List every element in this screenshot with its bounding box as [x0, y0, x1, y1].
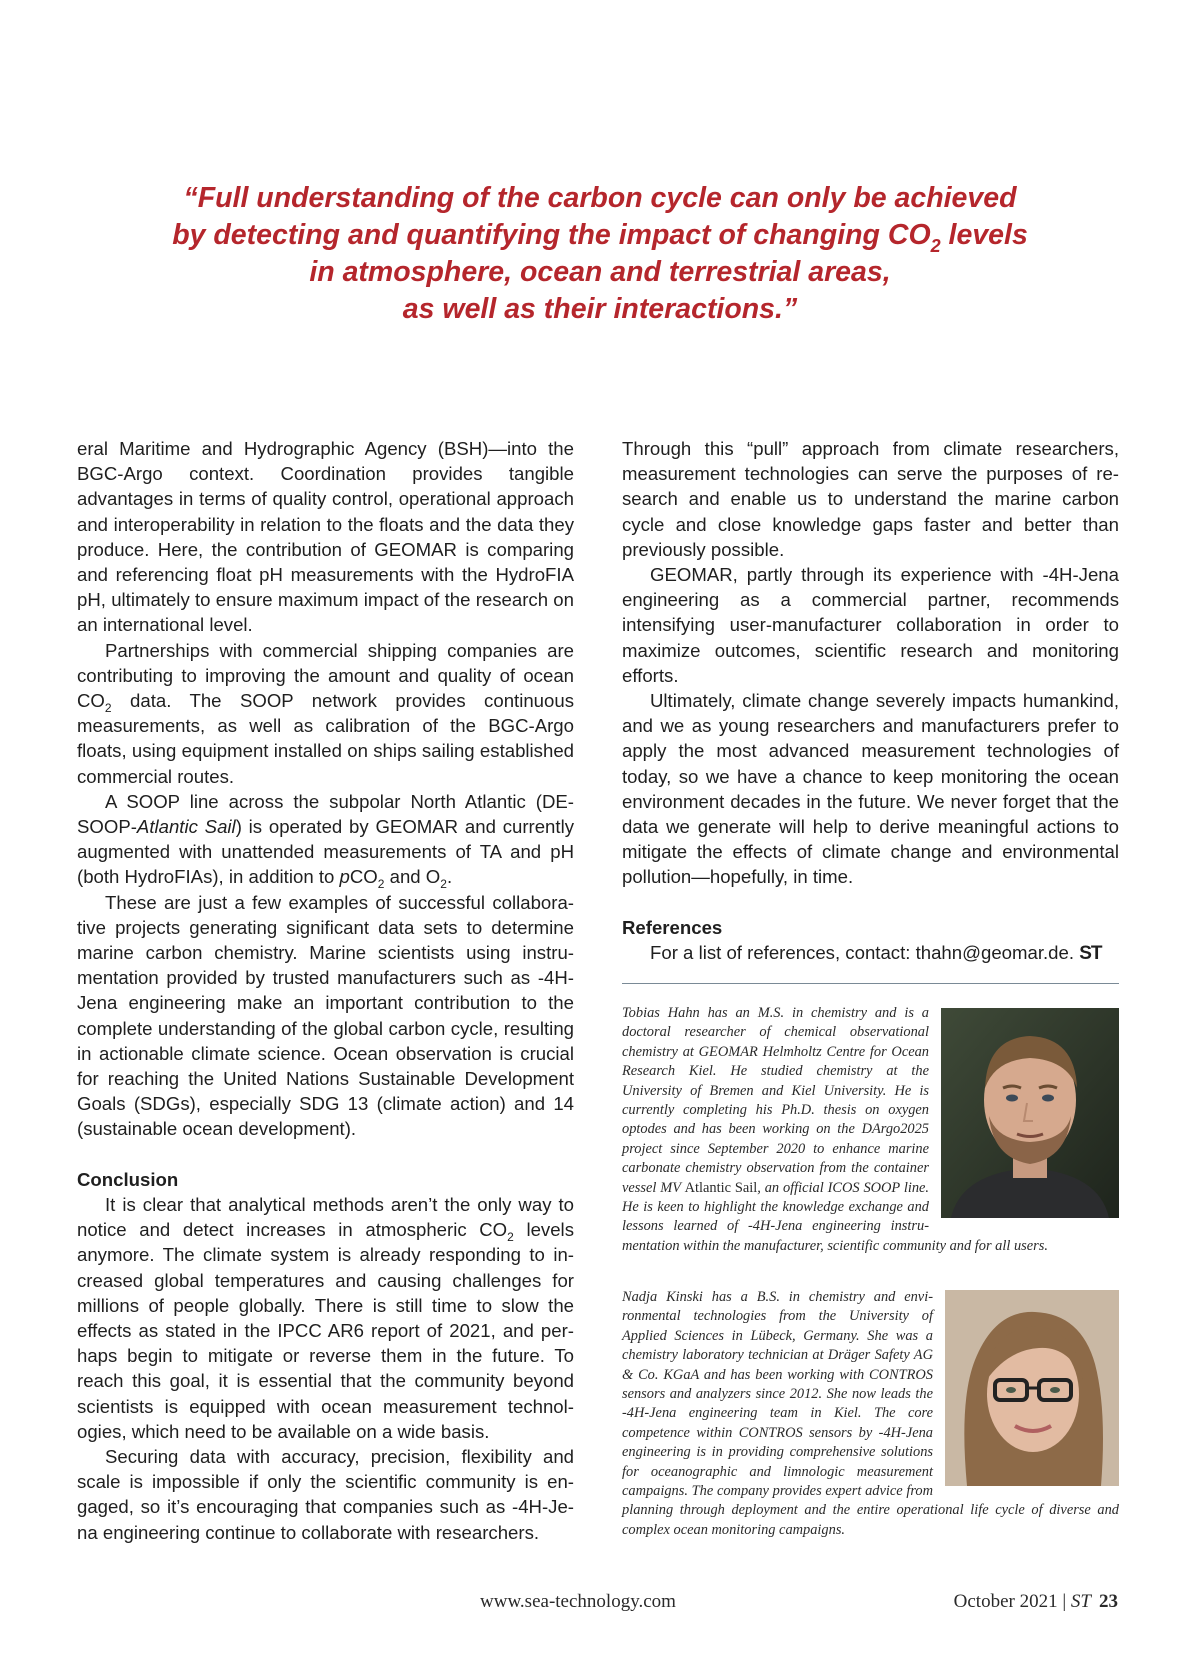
references-heading: References	[622, 916, 723, 938]
paragraph: Securing data with accuracy, precision, flexibility and scale is impossible if only the scientific community is engaged, so it’s encouraging that companies such as -4H-Jena engineering continue to collaborate with researchers.	[77, 1445, 574, 1543]
references-text: For a list of references, contact: thahn@geomar.de. ST	[650, 941, 1102, 964]
portrait-photo-kinski	[945, 1290, 1119, 1486]
page-number: 23	[1099, 1591, 1118, 1612]
paragraph: Ultimately, climate change severely impacts humankind, and we as young researchers and manufacturers prefer to apply the most advanced measurement technologies of today, so we have a chance to keep monitoring the ocean environment decades in the future. We never forget that the data we generate will help to derive meaningful actions to mitigate the effects of climate change and environmental pollution—hopefully, in time.	[622, 690, 1119, 888]
footer-magazine: ST	[1070, 1591, 1091, 1612]
footer-date: October 2021	[953, 1591, 1058, 1612]
bio-text-hahn: Tobias Hahn has an M.S. in chemistry and is a doctoral researcher of chemical observational chemistry at GEOMAR Helmholtz Centre for Ocean Research Kiel. He studied chemistry at the University of Bremen and Kiel University. He is currently completing his Ph.D. thesis on oxygen optodes and has been working on the DArgo2025 project since September 2020 to enhance marine carbonate chemistry observation from the container vessel MV Atlantic Sail, an official ICOS SOOP line. He is keen to highlight the knowledge exchange and lessons learned of -4H-Jena engineering instrumentation within the manufacturer, scientific community and for all users.	[622, 1005, 1048, 1254]
footer-website: www.sea-technology.com	[480, 1591, 676, 1612]
bio-tobias-hahn	[622, 1004, 1119, 1256]
left-column	[77, 436, 574, 1545]
st-end-mark: ST	[1079, 942, 1102, 964]
bio-nadja-kinski	[622, 1288, 1119, 1540]
bio-text-kinski: Nadja Kinski has a B.S. in chemistry and environmental technologies from the University of Applied Sciences in Lübeck, Germany. She was a chemistry laboratory technician at Dräger Safety AG & Co. KGaA and has been working with CONTROS sensors and analyzers since 2012. She now leads the -4H-Jena engineering team in Kiel. The core competence within CONTROS sensors by -4H-Jena engineering is in providing comprehensive solutions for oceanographic and limnologic measurement campaigns. The company provides expert advice from planning through deployment and the entire operational life cycle of diverse and complex ocean monitoring campaigns.	[622, 1289, 1119, 1538]
paragraph: It is clear that analytical methods aren’t the only way to notice and detect increases in atmospheric $CO_2$ levels anymore. The climate system is already responding to increased global temperatures and causing challenges for millions of people globally. There is still time to slow the effects as stated in the IPCC AR6 report of 2021, and perhaps begin to mitigate or reverse them in the future. To reach this goal, it is essential that the community beyond scientists is equipped with ocean measurement technologies, which need to be available on a wide basis.	[77, 1193, 574, 1442]
pull-quote-line-4: as well as their interactions.”	[402, 293, 798, 325]
portrait-photo-hahn	[941, 1008, 1119, 1218]
paragraph: These are just a few examples of successful collaborative projects generating significant data sets to determine marine carbon chemistry. Marine scientists using instrumentation provided by trusted manufacturers such as -4H-Jena engineering make an important contribution to the complete understanding of the global carbon cycle, resulting in actionable climate science. Ocean observation is crucial for reaching the United Nations Sustainable Development Goals (SDGs), especially SDG 13 (climate action) and 14 (sustainable ocean development).	[77, 891, 574, 1140]
pull-quote	[140, 180, 1060, 328]
conclusion-heading: Conclusion	[77, 1168, 179, 1190]
pull-quote-line-3: in atmosphere, ocean and terrestrial areas,	[309, 256, 891, 288]
paragraph: Through this “pull” approach from climate researchers, measurement technologies can serve the purposes of research and enable us to understand the marine carbon cycle and close knowledge gaps faster and better than previously possible.	[622, 438, 1119, 560]
section-divider	[622, 983, 1119, 984]
pull-quote-line-2: by detecting and quantifying the impact of changing $CO_2$ levels	[172, 219, 1028, 256]
pull-quote-line-1: “Full understanding of the carbon cycle can only be achieved	[183, 182, 1017, 214]
paragraph: A SOOP line across the subpolar North Atlantic (DE-SOOP-Atlantic Sail) is operated by GEOMAR and currently augmented with unattended measurements of TA and pH (both HydroFIAs), in addition to pCO$_2$ and $O_2$.	[77, 790, 574, 892]
right-column	[622, 436, 1119, 966]
paragraph: Partnerships with commercial shipping companies are contributing to improving the amount and quality of ocean $CO_2$ data. The SOOP network provides continuous measurements, as well as calibration of the BGC-Argo floats, using equipment installed on ships sailing established commercial routes.	[77, 639, 574, 787]
paragraph: GEOMAR, partly through its experience with -4H-Jena engineering as a commercial partner, recommends intensifying user-manufacturer collaboration in order to maximize outcomes, scientific research and monitoring efforts.	[622, 564, 1119, 686]
footer-issue-info: October 2021 | ST 23	[953, 1591, 1118, 1612]
paragraph: eral Maritime and Hydrographic Agency (BSH)—into the BGC-Argo context. Coordination provides tangible advantages in terms of quality control, operational approach and interoperability in relation to the floats and the data they produce. Here, the contribution of GEOMAR is comparing and referencing float pH measurements with the HydroFIA pH, ultimately to ensure maximum impact of the research on an international level.	[77, 438, 574, 636]
